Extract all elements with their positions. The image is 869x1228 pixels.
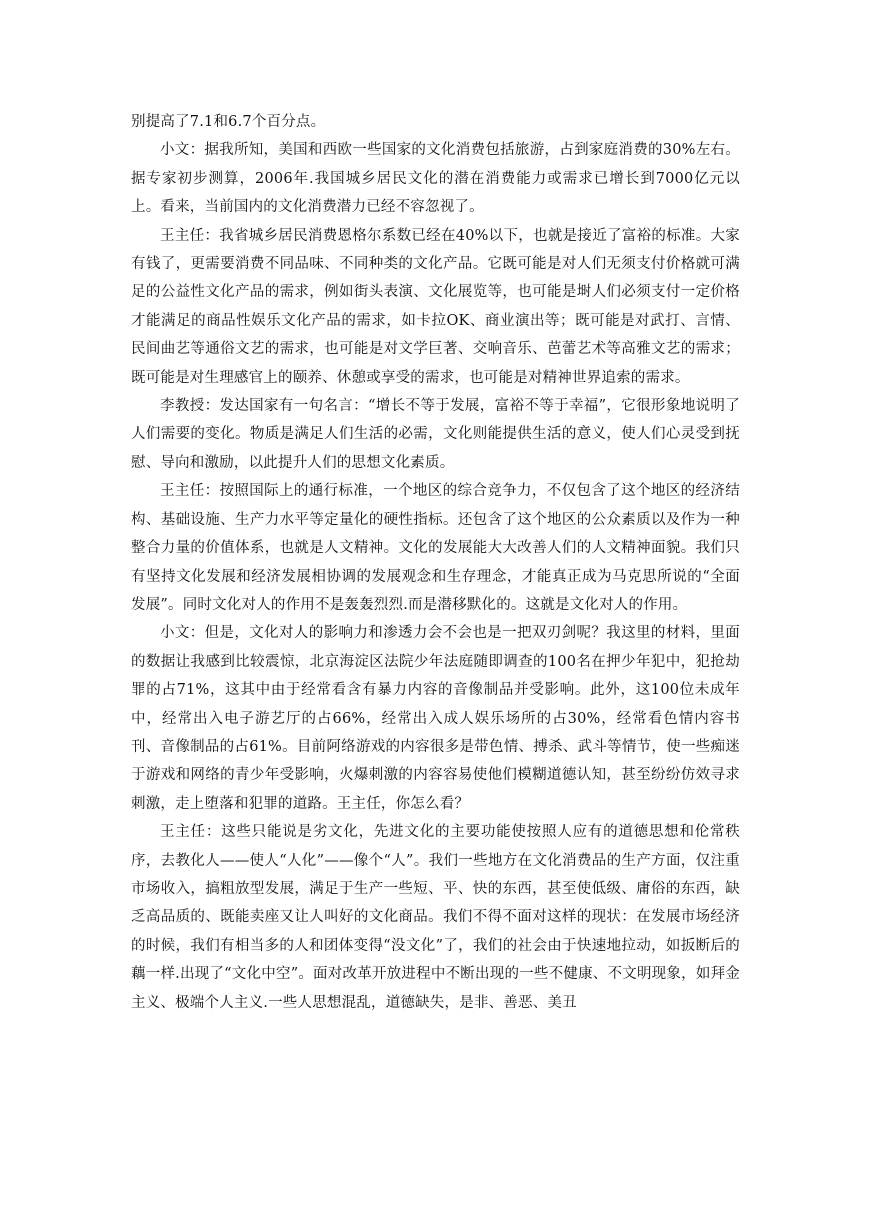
paragraph-li-1: 李教授：发达国家有一句名言：“增长不等于发展，富裕不等于幸福”，它很形象地说明了人们需要的变化。物质是满足人们生活的必需，文化则能提供生活的意义，使人们心灵受到抚慰、导向和激励，以此提升人们的思想文化素质。 — [131, 398, 740, 471]
paragraph-xiaowen-1: 小文：据我所知，美国和西欧一些国家的文化消费包括旅游，占到家庭消费的30%左右。据专家初步测算，2006年.我国城乡居民文化的潜在消费能力或需求已增长到7000亿元以上。看来，当前国内的文化消费潜力已经不容忽视了。 — [131, 142, 740, 216]
paragraph-wang-1: 王主任：我省城乡居民消费恩格尔系数已经在40%以下，也就是接近了富裕的标准。大家有钱了，更需要消费不同品味、不同种类的文化产品。它既可能是对人们无须支付价格就可满足的公益性文化产品的需求，例如街头表演、文化展览等，也可能是埘人们必须支付一定价格才能满足的商品性娱乐文化产品的需求，如卡拉OK、商业演出等；既可能是对武打、言情、民间曲艺等通俗文艺的需求，也可能是对文学巨著、交响音乐、芭蕾艺术等高雅文艺的需求；既可能是对生理感官上的颐养、休憩或享受的需求，也可能是对精神世界追索的需求。 — [131, 227, 740, 386]
paragraph-wang-2: 王主任：按照国际上的通行标准，一个地区的综合竞争力，不仅包含了这个地区的经济结构、基础设施、生产力水平等定量化的硬性指标。还包含了这个地区的公众素质以及作为一种整合力量的价值体系，也就是人文精神。文化的发展能大大改善人们的人文精神面貌。我们只有坚持文化发展和经济发展相协调的发展观念和生存理念，才能真正成为马克思所说的“全面发展”。同时文化对人的作用不是轰轰烈烈.而是潜移默化的。这就是文化对人的作用。 — [131, 483, 740, 613]
paragraph-xiaowen-2: 小文：但是，文化对人的影响力和渗透力会不会也是一把双刃剑呢？我这里的材料，里面的数据让我感到比较震惊，北京海淀区法院少年法庭随即调查的100名在押少年犯中，犯抢劫罪的占71%，这其中由于经常看含有暴力内容的音像制品并受影响。此外，这100位未成年中，经常出入电子游艺厅的占66%，经常出入成人娱乐场所的占30%，经常看色情内容书刊、音像制品的占61%。目前阿络游戏的内容很多是带色情、搏杀、武斗等情节，使一些痴迷于游戏和网络的青少年受影响，火爆刺激的内容容易使他们模糊道德认知，甚至纷纷仿效寻求刺激，走上堕落和犯罪的道路。王主任，你怎么看？ — [131, 625, 740, 812]
paragraph-continuation: 别提高了7.1和6.7个百分点。 — [131, 114, 326, 130]
document-body — [131, 108, 740, 1017]
paragraph-wang-3: 王主任：这些只能说是劣文化，先进文化的主要功能使按照人应有的道德思想和伦常秩序，去教化人——使人“人化”——像个“人”。我们一些地方在文化消费品的生产方面，仅注重市场收入，搞粗放型发展，满足于生产一些短、平、快的东西，甚至使低级、庸俗的东西，缺乏高品质的、既能卖座又让人叫好的文化商品。我们不得不面对这样的现状：在发展市场经济的时候，我们有相当多的人和团体变得“没文化”了，我们的社会由于快速地拉动，如扳断后的藕一样.出现了“文化中空”。面对改革开放进程中不断出现的一些不健康、不文明现象，如拜金主义、极端个人主义.一些人思想混乱，道德缺失，是非、善恶、美丑 — [131, 824, 740, 1011]
